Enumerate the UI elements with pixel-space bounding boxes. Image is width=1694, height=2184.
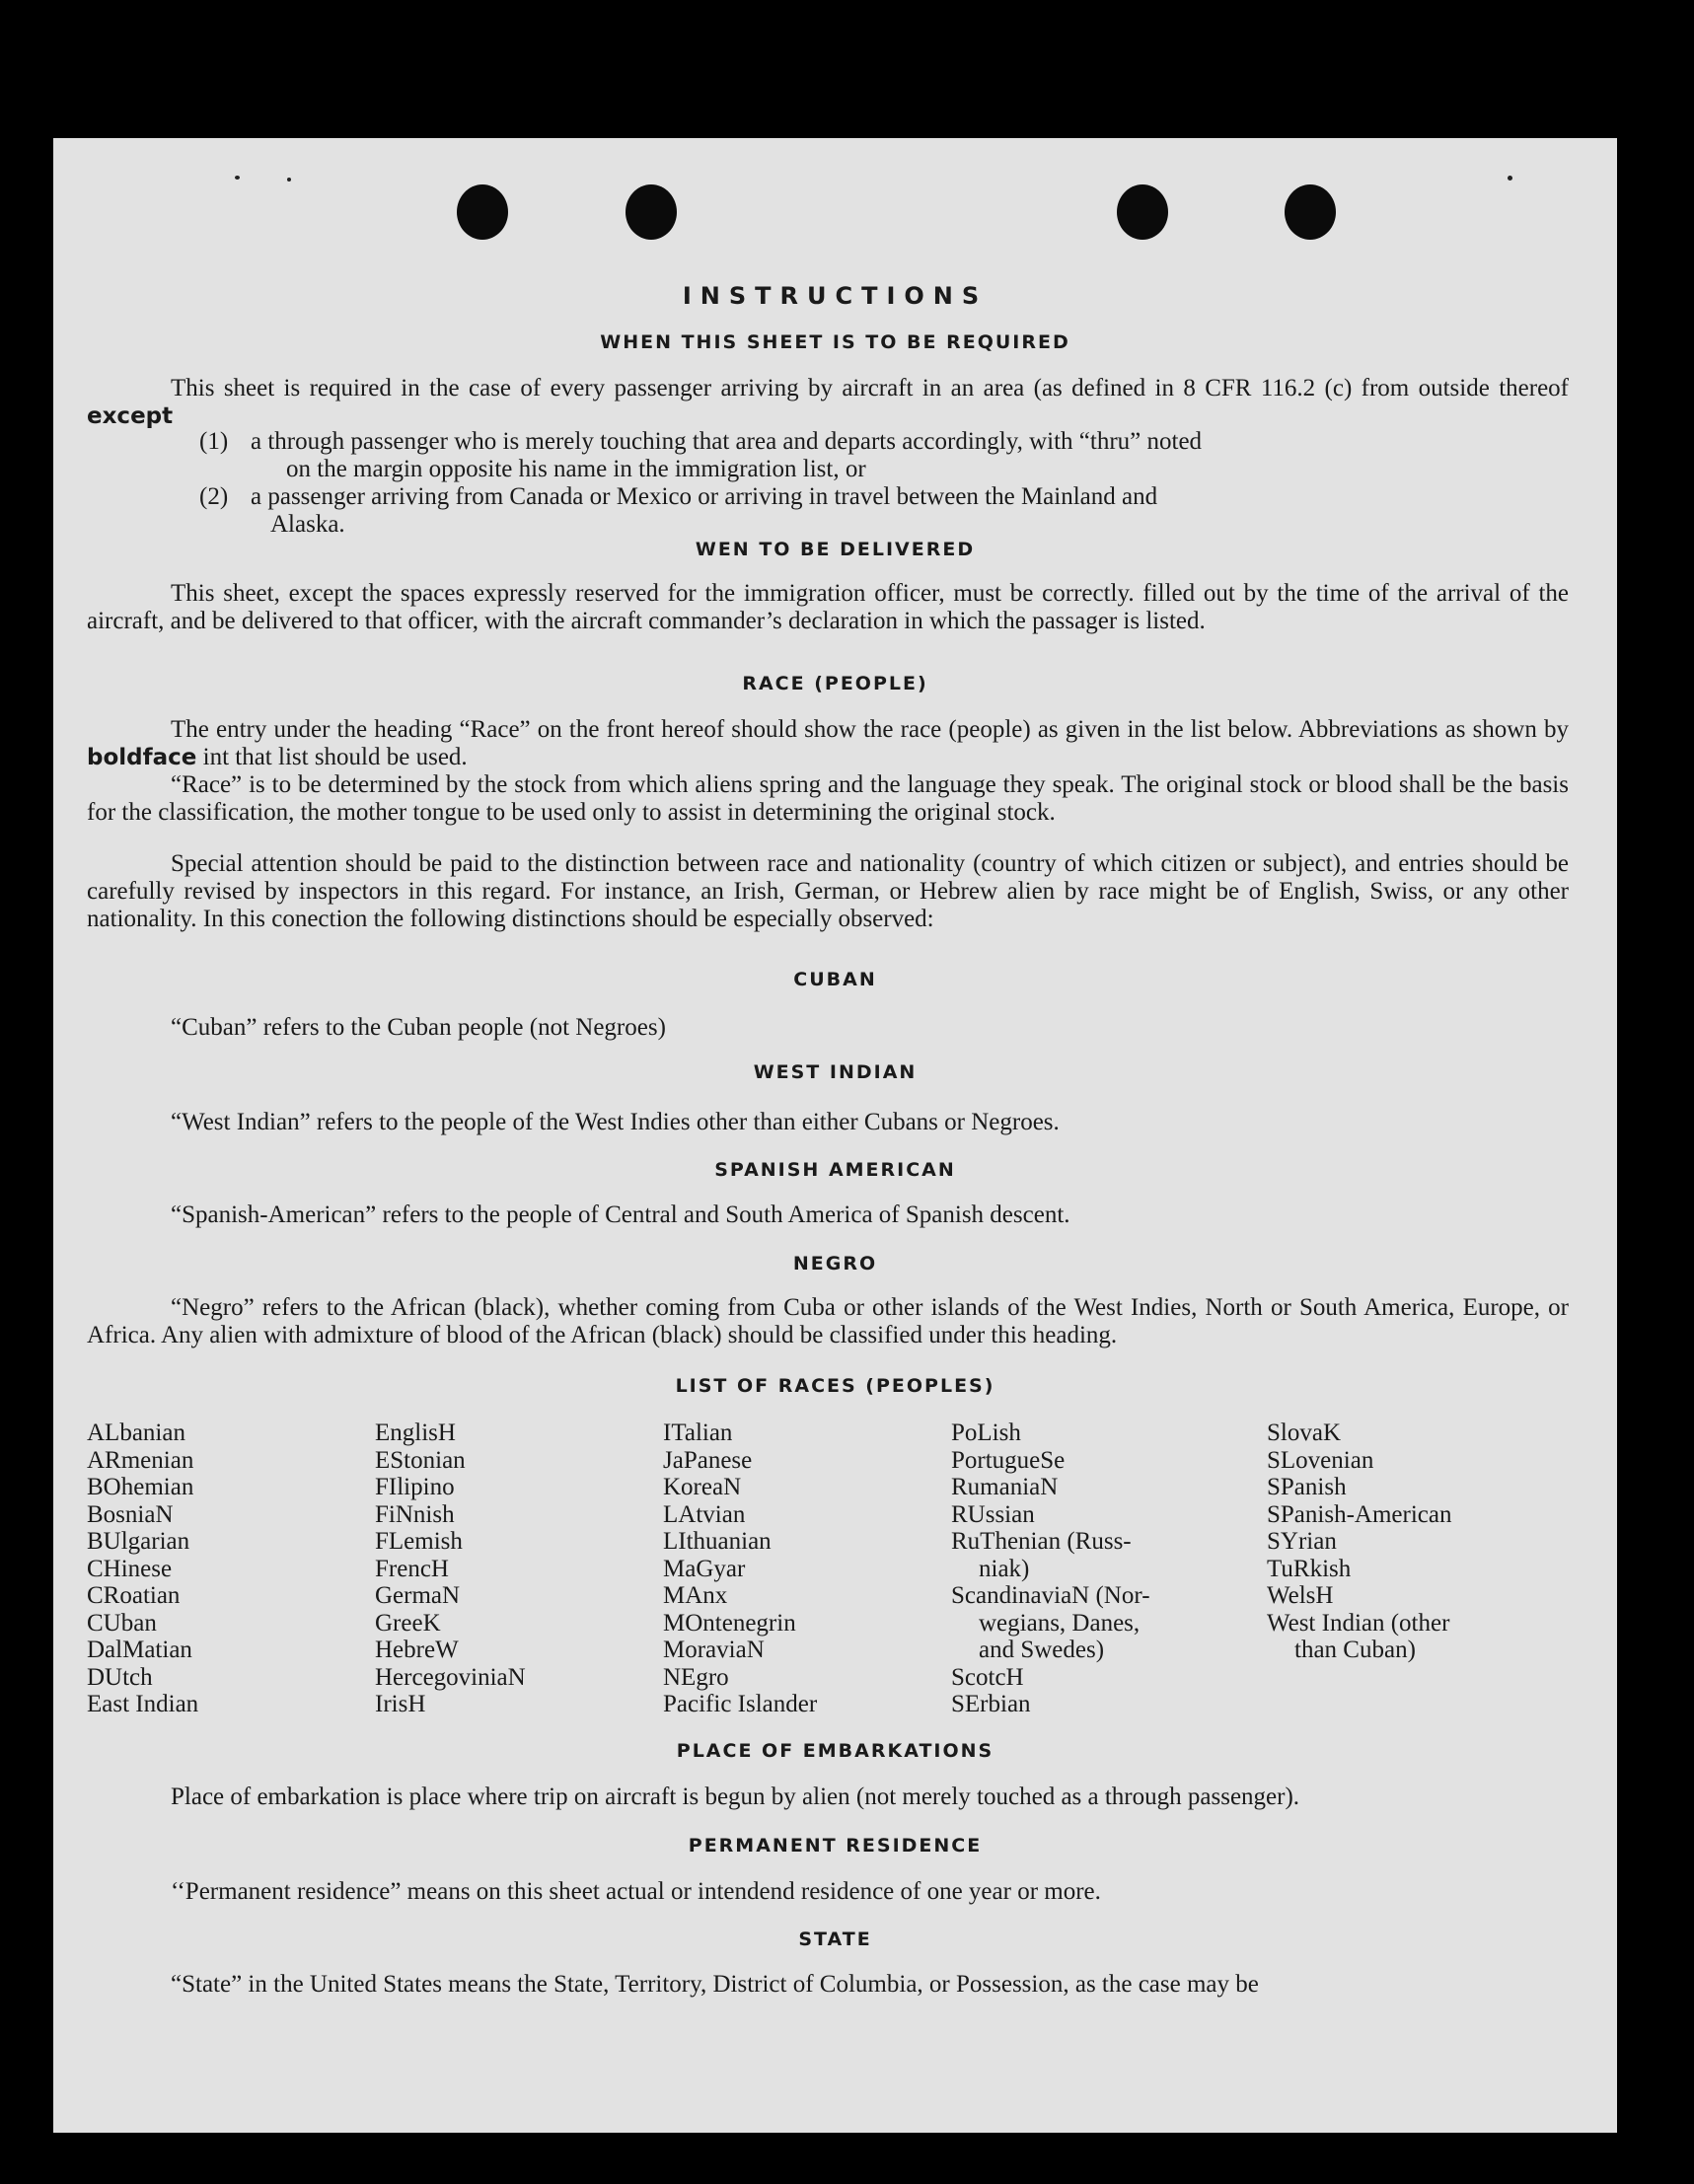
- race-entry: RUssian: [951, 1500, 1035, 1528]
- race-entry: FrencH: [375, 1555, 449, 1582]
- race-text: The entry under the heading “Race” on the front hereof should show the race (people) as given in the list below. Abbreviations as shown by: [171, 716, 1569, 743]
- item-text-continued: on the margin opposite his name in the immigration list, or: [286, 456, 866, 482]
- spanish-american-text: “Spanish-American” refers to the people of Central and South America of Spanish descent.: [171, 1201, 1070, 1228]
- race-entry: FiNnish: [375, 1500, 455, 1528]
- document-sheet: [53, 138, 1617, 2133]
- paragraph-delivered: [87, 580, 1569, 635]
- race-entry: CUban: [87, 1609, 157, 1637]
- emphasis-boldface: boldface: [87, 745, 197, 770]
- races-column-3: [663, 1420, 817, 1718]
- race-entry: HebreW: [375, 1637, 459, 1663]
- race-entry: LAtvian: [663, 1500, 746, 1528]
- race-entry: niak): [979, 1555, 1030, 1582]
- paragraph-cuban: [87, 1014, 1569, 1042]
- race-entry: FIlipino: [375, 1474, 455, 1500]
- heading-state: STATE: [798, 1929, 872, 1950]
- paragraph-race-3: [87, 850, 1569, 933]
- races-column-1: [87, 1420, 198, 1718]
- punch-hole: [1117, 184, 1168, 240]
- heading-negro: NEGRO: [792, 1253, 878, 1274]
- exception-item-2: [199, 483, 1569, 539]
- emphasis-except: except: [87, 403, 174, 429]
- race-text: Special attention should be paid to the distinction between race and nationality (country of which citizen or subject), and entries should be carefully revised by inspectors in this regard. For instance, an Irish, German, or Hebrew alien by race might be of English, Swiss, or any other nationality. In this conection the following distinctions should be especially observed:: [87, 850, 1569, 932]
- paragraph-race-1: [87, 716, 1569, 771]
- race-entry: ScandinaviaN (Nor-: [951, 1582, 1150, 1609]
- west-indian-text: “West Indian” refers to the people of the West Indies other than either Cubans or Negroes.: [171, 1109, 1060, 1135]
- paragraph-race-2: [87, 771, 1569, 827]
- race-entry: GreeK: [375, 1609, 441, 1637]
- race-entry: BUlgarian: [87, 1528, 190, 1555]
- race-entry: IrisH: [375, 1691, 426, 1717]
- heading-cuban: CUBAN: [793, 969, 877, 990]
- race-entry: SErbian: [951, 1691, 1031, 1717]
- race-entry: PortugueSe: [951, 1446, 1066, 1474]
- item-text: a through passenger who is merely touching that area and departs accordingly, with “thru” noted: [251, 428, 1203, 455]
- race-entry: RuThenian (Russ-: [951, 1528, 1132, 1555]
- race-entry: BOhemian: [87, 1474, 194, 1500]
- race-entry: DalMatian: [87, 1637, 192, 1663]
- race-entry: KoreaN: [663, 1474, 742, 1500]
- race-entry: MAnx: [663, 1582, 728, 1609]
- race-entry: ITalian: [663, 1420, 733, 1446]
- race-entry: BosniaN: [87, 1500, 174, 1528]
- race-entry: CHinese: [87, 1555, 173, 1582]
- race-entry: MoraviaN: [663, 1637, 765, 1663]
- race-entry: EStonian: [375, 1446, 466, 1474]
- delivered-text: This sheet, except the spaces expressly reserved for the immigration officer, must be correctly. filled out by the time of the arrival of the aircraft, and be delivered to that officer, with the aircraft commander’s declaration in which the passager is listed.: [87, 580, 1569, 634]
- race-entry: ALbanian: [87, 1420, 185, 1446]
- heading-spanish-american: SPANISH AMERICAN: [714, 1159, 956, 1181]
- punch-hole: [457, 184, 508, 240]
- item-text-continued: Alaska.: [270, 511, 345, 538]
- race-entry: ScotcH: [951, 1663, 1024, 1691]
- race-entry: wegians, Danes,: [979, 1609, 1141, 1637]
- race-entry: than Cuban): [1294, 1637, 1416, 1663]
- heading-race: RACE (PEOPLE): [742, 673, 928, 694]
- residence-text: ‘‘Permanent residence” means on this sheet actual or intendend residence of one year or more.: [171, 1878, 1101, 1905]
- exception-item-1: [199, 428, 1569, 483]
- race-text-end: int that list should be used.: [202, 744, 468, 770]
- heading-when-delivered: WEN TO BE DELIVERED: [695, 539, 976, 560]
- paragraph-residence: [87, 1878, 1569, 1906]
- heading-permanent-residence: PERMANENT RESIDENCE: [688, 1835, 983, 1856]
- punch-hole: [626, 184, 677, 240]
- race-entry: GermaN: [375, 1582, 461, 1609]
- negro-text: “Negro” refers to the African (black), whether coming from Cuba or other islands of the West Indies, North or South America, Europe, or Africa. Any alien with admixture of blood of the African (black) should be classified under this heading.: [87, 1294, 1569, 1348]
- race-entry: SlovaK: [1267, 1420, 1341, 1446]
- paragraph-spanish-american: [87, 1201, 1569, 1229]
- races-column-4: [951, 1420, 1150, 1718]
- heading-when-required: WHEN THIS SHEET IS TO BE REQUIRED: [600, 331, 1070, 353]
- race-text: “Race” is to be determined by the stock from which aliens spring and the language they speak. The original stock or blood shall be the basis for the classification, the mother tongue to be used only to assist in determining the original stock.: [87, 771, 1569, 826]
- race-entry: SPanish-American: [1267, 1500, 1452, 1528]
- race-entry: NEgro: [663, 1663, 729, 1691]
- race-entry: CRoatian: [87, 1582, 181, 1609]
- paragraph-embarkation: [87, 1784, 1569, 1811]
- item-number: (1): [199, 428, 229, 455]
- race-entry: WelsH: [1267, 1582, 1334, 1609]
- heading-place-of-embarkation: PLACE OF EMBARKATIONS: [676, 1740, 994, 1762]
- race-entry: JaPanese: [663, 1446, 753, 1474]
- race-entry: SPanish: [1267, 1474, 1347, 1500]
- races-column-5: [1267, 1420, 1451, 1664]
- race-entry: LIthuanian: [663, 1528, 772, 1555]
- paragraph-west-indian: [87, 1109, 1569, 1136]
- race-entry: PoLish: [951, 1420, 1021, 1446]
- speck: [1508, 176, 1512, 181]
- race-entry: HercegoviniaN: [375, 1663, 526, 1691]
- speck: [235, 176, 240, 180]
- race-entry: MaGyar: [663, 1555, 746, 1582]
- item-number: (2): [199, 483, 229, 510]
- page-title: INSTRUCTIONS: [682, 282, 989, 310]
- item-text: a passenger arriving from Canada or Mexico or arriving in travel between the Mainland and: [251, 483, 1158, 510]
- state-text: “State” in the United States means the State, Territory, District of Columbia, or Possession, as the case may be: [171, 1971, 1259, 1998]
- embark-text: Place of embarkation is place where trip on aircraft is begun by alien (not merely touched as a through passenger).: [171, 1784, 1300, 1810]
- speck: [287, 178, 291, 182]
- races-column-2: [375, 1420, 526, 1718]
- race-entry: MOntenegrin: [663, 1609, 796, 1637]
- heading-west-indian: WEST INDIAN: [753, 1061, 918, 1083]
- paragraph-state: [87, 1971, 1569, 1999]
- race-entry: FLemish: [375, 1528, 463, 1555]
- race-entry: SLovenian: [1267, 1446, 1374, 1474]
- race-entry: SYrian: [1267, 1528, 1337, 1555]
- cuban-text: “Cuban” refers to the Cuban people (not Negroes): [171, 1014, 666, 1041]
- race-entry: EnglisH: [375, 1420, 456, 1446]
- punch-hole: [1285, 184, 1336, 240]
- heading-list-of-races: LIST OF RACES (PEOPLES): [675, 1375, 995, 1397]
- race-entry: East Indian: [87, 1691, 199, 1717]
- paragraph-negro: [87, 1294, 1569, 1349]
- intro-text: This sheet is required in the case of every passenger arriving by aircraft in an area (as defined in 8 CFR 116.2 (c) from outside thereof: [171, 375, 1569, 401]
- race-entry: and Swedes): [979, 1637, 1105, 1663]
- race-entry: RumaniaN: [951, 1474, 1059, 1500]
- race-entry: West Indian (other: [1267, 1609, 1450, 1637]
- race-entry: ARmenian: [87, 1446, 194, 1474]
- race-entry: Pacific Islander: [663, 1691, 818, 1717]
- paragraph-when-required: [87, 375, 1569, 430]
- race-entry: TuRkish: [1267, 1555, 1352, 1582]
- race-entry: DUtch: [87, 1663, 153, 1691]
